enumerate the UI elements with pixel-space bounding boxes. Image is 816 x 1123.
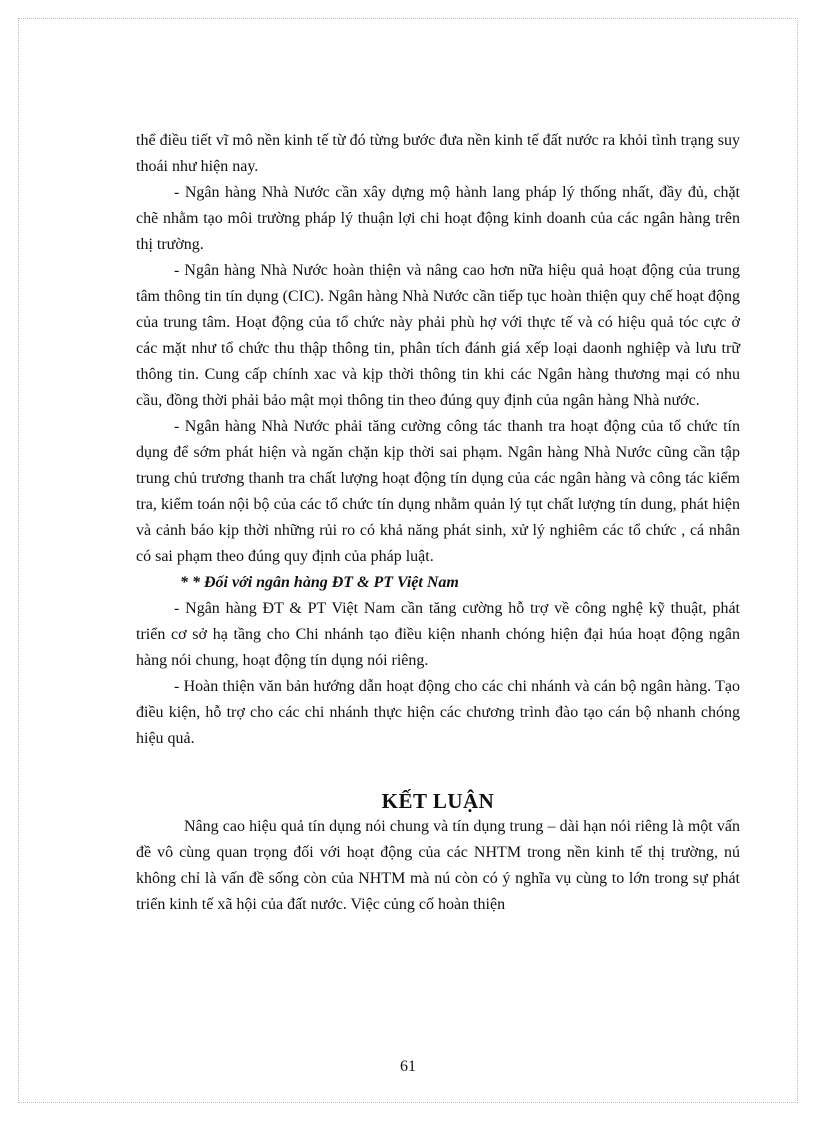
document-body bbox=[136, 128, 740, 918]
paragraph: - Ngân hàng ĐT & PT Việt Nam cần tăng cường hỗ trợ về công nghệ kỹ thuật, phát triển cơ sở hạ tầng cho Chi nhánh tạo điều kiện nhanh chóng hiện đại húa hoạt động ngân hàng nói chung, hoạt động tín dụng nói riêng. bbox=[136, 600, 740, 669]
paragraph: - Ngân hàng Nhà Nước hoàn thiện và nâng cao hơn nữa hiệu quả hoạt động của trung tâm thông tin tín dụng (CIC). Ngân hàng Nhà Nước cần tiếp tục hoàn thiện quy chế hoạt động của trung tâm. Hoạt động của tổ chức này phải phù hợ với thực tế và có hiệu quả tóc cực ở các mặt như tổ chức thu thập thông tin, phân tích đánh giá xếp loại daonh nghiệp và lưu trữ thông tin. Cung cấp chính xac và kịp thời thông tin khi các Ngân hàng thương mại có nhu cầu, đồng thời phải bảo mật mọi thông tin theo đúng quy định của ngân hàng Nhà nước. bbox=[136, 262, 740, 409]
paragraph: thể điều tiết vĩ mô nền kinh tế từ đó từng bước đưa nền kinh tế đất nước ra khỏi tình trạng suy thoái như hiện nay. bbox=[136, 132, 740, 175]
paragraph: - Hoàn thiện văn bản hướng dẫn hoạt động cho các chi nhánh và cán bộ ngân hàng. Tạo điều kiện, hỗ trợ cho các chi nhánh thực hiện các chương trình đào tạo cán bộ nhanh chóng hiệu quả. bbox=[136, 678, 740, 747]
page-number: 61 bbox=[400, 1058, 416, 1075]
paragraph: - Ngân hàng Nhà Nước cần xây dựng mộ hành lang pháp lý thống nhất, đầy đủ, chặt chẽ nhằm tạo môi trường pháp lý thuận lợi chi hoạt động kinh doanh của các ngân hàng trên thị trường. bbox=[136, 184, 740, 253]
paragraph: - Ngân hàng Nhà Nước phải tăng cường công tác thanh tra hoạt động của tổ chức tín dụng để sớm phát hiện và ngăn chặn kịp thời sai phạm. Ngân hàng Nhà Nước cũng cần tập trung chủ trương thanh tra chất lượng hoạt động tín dụng của các ngân hàng và công tác kiểm tra, kiểm toán nội bộ của các tổ chức tín dụng nhằm quản lý tụt chất lượng tín dung, phát hiện và cảnh báo kịp thời những rủi ro có khả năng phát sinh, xử lý nghiêm các tổ chức , cá nhân có sai phạm theo đúng quy định của pháp luật. bbox=[136, 418, 740, 565]
conclusion-title: KẾT LUẬN bbox=[381, 789, 495, 813]
section-subheading: * * Đối với ngân hàng ĐT & PT Việt Nam bbox=[180, 574, 459, 591]
conclusion-paragraph: Nâng cao hiệu quả tín dụng nói chung và tín dụng trung – dài hạn nói riêng là một vấn đề vô cùng quan trọng đối với hoạt động của các NHTM trong nền kinh tế thị trường, nú không chỉ là vấn đề sống còn của NHTM mà nú còn có ý nghĩa vụ cùng to lớn trong sự phát triển kinh tế xã hội của đất nước. Việc củng cố hoàn thiện bbox=[136, 818, 740, 913]
